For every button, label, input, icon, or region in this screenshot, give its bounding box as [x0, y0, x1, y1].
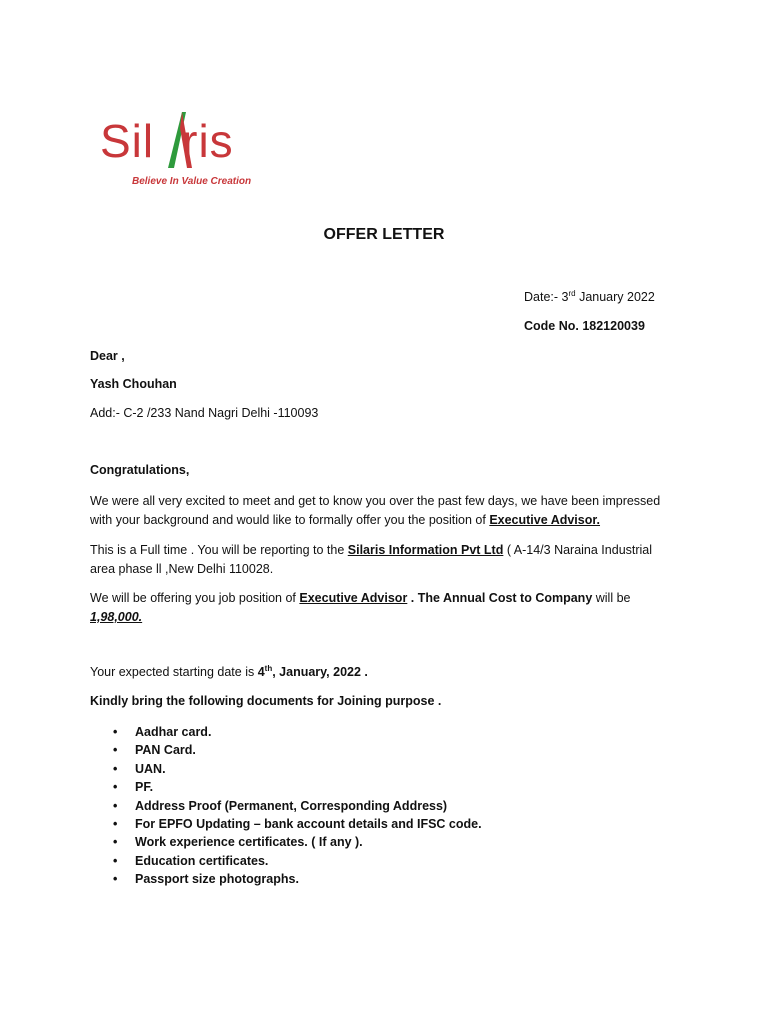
congratulations-text: Congratulations,	[90, 463, 190, 477]
logo-wordmark	[100, 114, 234, 168]
reporting-paragraph	[90, 541, 680, 578]
documents-list	[90, 723, 482, 889]
recipient-address: Add:- C-2 /233 Nand Nagri Delhi -110093	[90, 406, 319, 420]
start-day: 4	[257, 665, 265, 679]
list-item: • Work experience certificates. ( If any ).	[135, 833, 482, 851]
ctc-text-mid: . The Annual	[407, 591, 489, 605]
list-item: • UAN.	[135, 760, 482, 778]
date-label: Date:- 3	[524, 290, 569, 304]
documents-heading: Kindly bring the following documents for Joining purpose .	[90, 694, 442, 708]
code-number: Code No. 182120039	[524, 319, 645, 333]
job-position: Executive Advisor	[299, 591, 408, 605]
list-item: • Aadhar card.	[135, 723, 482, 741]
reporting-text: This is a Full time . You will be reporting to the	[90, 543, 348, 557]
start-date-rest: , January, 2022 .	[272, 665, 368, 679]
ctc-text-start: We will be offering you job position of	[90, 591, 300, 605]
offered-position: Executive Advisor.	[489, 512, 601, 527]
list-item: • Passport size photographs.	[135, 870, 482, 888]
company-address: ( A-14/3 Naraina Industrial area phase ll ,New Delhi 110028.	[90, 543, 653, 576]
intro-text: We were all very excited to meet and get to know you over the past few days, we have been impressed with your background and would like to formally offer you the position of	[90, 494, 661, 527]
date-rest: January 2022	[575, 290, 655, 304]
logo-word-end: ris	[182, 115, 234, 167]
company-name: Silaris Information Pvt Ltd	[347, 543, 504, 557]
list-item: • For EPFO Updating – bank account details and IFSC code.	[135, 815, 482, 833]
logo-word-start: Sil	[100, 115, 155, 167]
ctc-paragraph	[90, 589, 680, 626]
salutation: Dear ,	[90, 349, 125, 363]
date-suffix: rd	[568, 288, 576, 298]
list-item: • PF.	[135, 778, 482, 796]
page-title: OFFER LETTER	[323, 226, 445, 243]
list-item: • Address Proof (Permanent, Corresponding Address)	[135, 797, 482, 815]
company-logo	[100, 108, 280, 194]
ctc-amount: 1,98,000.	[90, 609, 143, 624]
start-day-suffix: th	[264, 663, 273, 673]
intro-paragraph	[90, 492, 680, 529]
recipient-name: Yash Chouhan	[90, 377, 177, 391]
ctc-text-end: will be	[592, 591, 631, 605]
start-date	[90, 665, 368, 679]
list-item: • PAN Card.	[135, 741, 482, 759]
letter-date	[524, 290, 655, 304]
list-item: • Education certificates.	[135, 852, 482, 870]
start-date-label: Your expected starting date is	[90, 665, 258, 679]
ctc-label: Cost to Company	[488, 591, 593, 605]
logo-tagline: Believe In Value Creation	[132, 176, 252, 187]
